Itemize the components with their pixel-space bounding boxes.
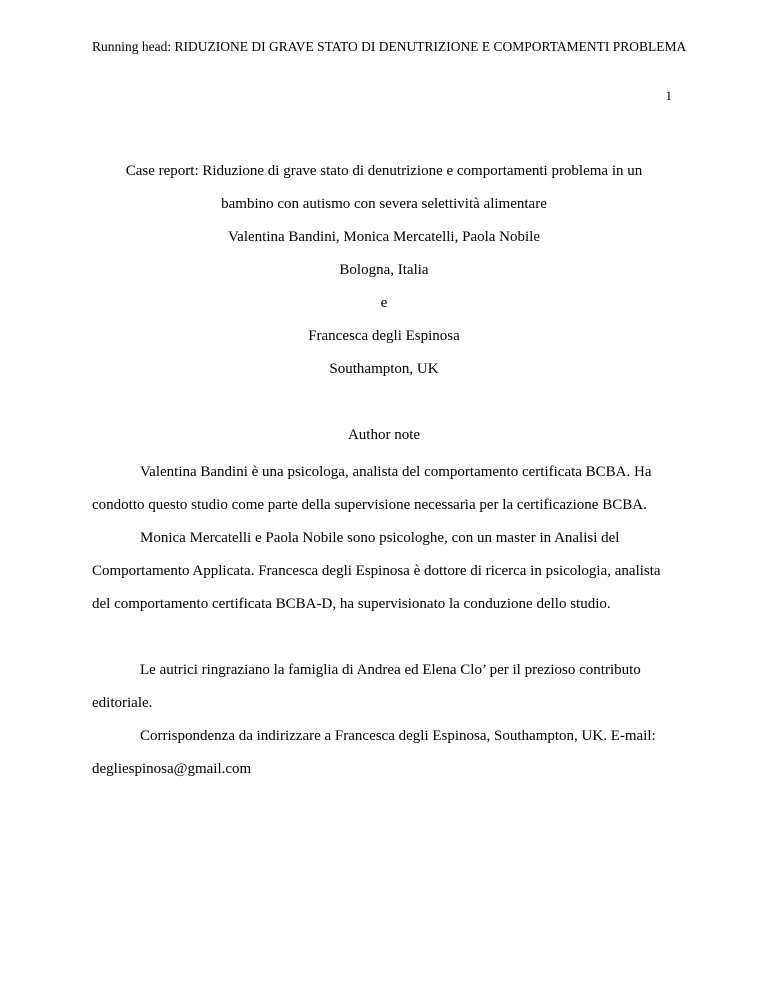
author-names: Valentina Bandini, Monica Mercatelli, Paola Nobile xyxy=(228,229,540,245)
author-note-paragraph-2 xyxy=(92,522,682,621)
title-line-2: bambino con autismo con severa selettività alimentare xyxy=(221,196,547,212)
author-location-southampton: Southampton, UK xyxy=(329,361,439,377)
author-conjunction: e xyxy=(380,295,388,311)
author-note-paragraph-4 xyxy=(92,720,682,786)
paragraph-text: Monica Mercatelli e Paola Nobile sono psicologhe, con un master in Analisi del Comportamento Applicata. Francesca degli Espinosa è dottore di ricerca in psicologia, analista del comportamento certificata BCBA-D, ha supervisionato la conduzione dello studio. xyxy=(92,530,661,612)
author-note-paragraph-3 xyxy=(92,654,682,720)
title-line-1: Case report: Riduzione di grave stato di denutrizione e comportamenti problema in un xyxy=(125,163,643,179)
author-note-paragraph-1 xyxy=(92,456,682,522)
author-name-espinosa: Francesca degli Espinosa xyxy=(308,328,460,344)
author-location-bologna: Bologna, Italia xyxy=(339,262,429,278)
paragraph-text: Valentina Bandini è una psicologa, analista del comportamento certificata BCBA. Ha condotto questo studio come parte della supervisione necessaria per la certificazione BCBA. xyxy=(92,464,652,513)
author-note-heading: Author note xyxy=(347,427,421,443)
page-number: 1 xyxy=(665,88,672,103)
running-head: Running head: RIDUZIONE DI GRAVE STATO DI DENUTRIZIONE E COMPORTAMENTI PROBLEMA xyxy=(92,39,687,54)
paragraph-text: Corrispondenza da indirizzare a Francesca degli Espinosa, Southampton, UK. E-mail: degliespinosa@gmail.com xyxy=(92,728,656,777)
paragraph-text: Le autrici ringraziano la famiglia di Andrea ed Elena Clo’ per il prezioso contributo editoriale. xyxy=(92,662,641,711)
